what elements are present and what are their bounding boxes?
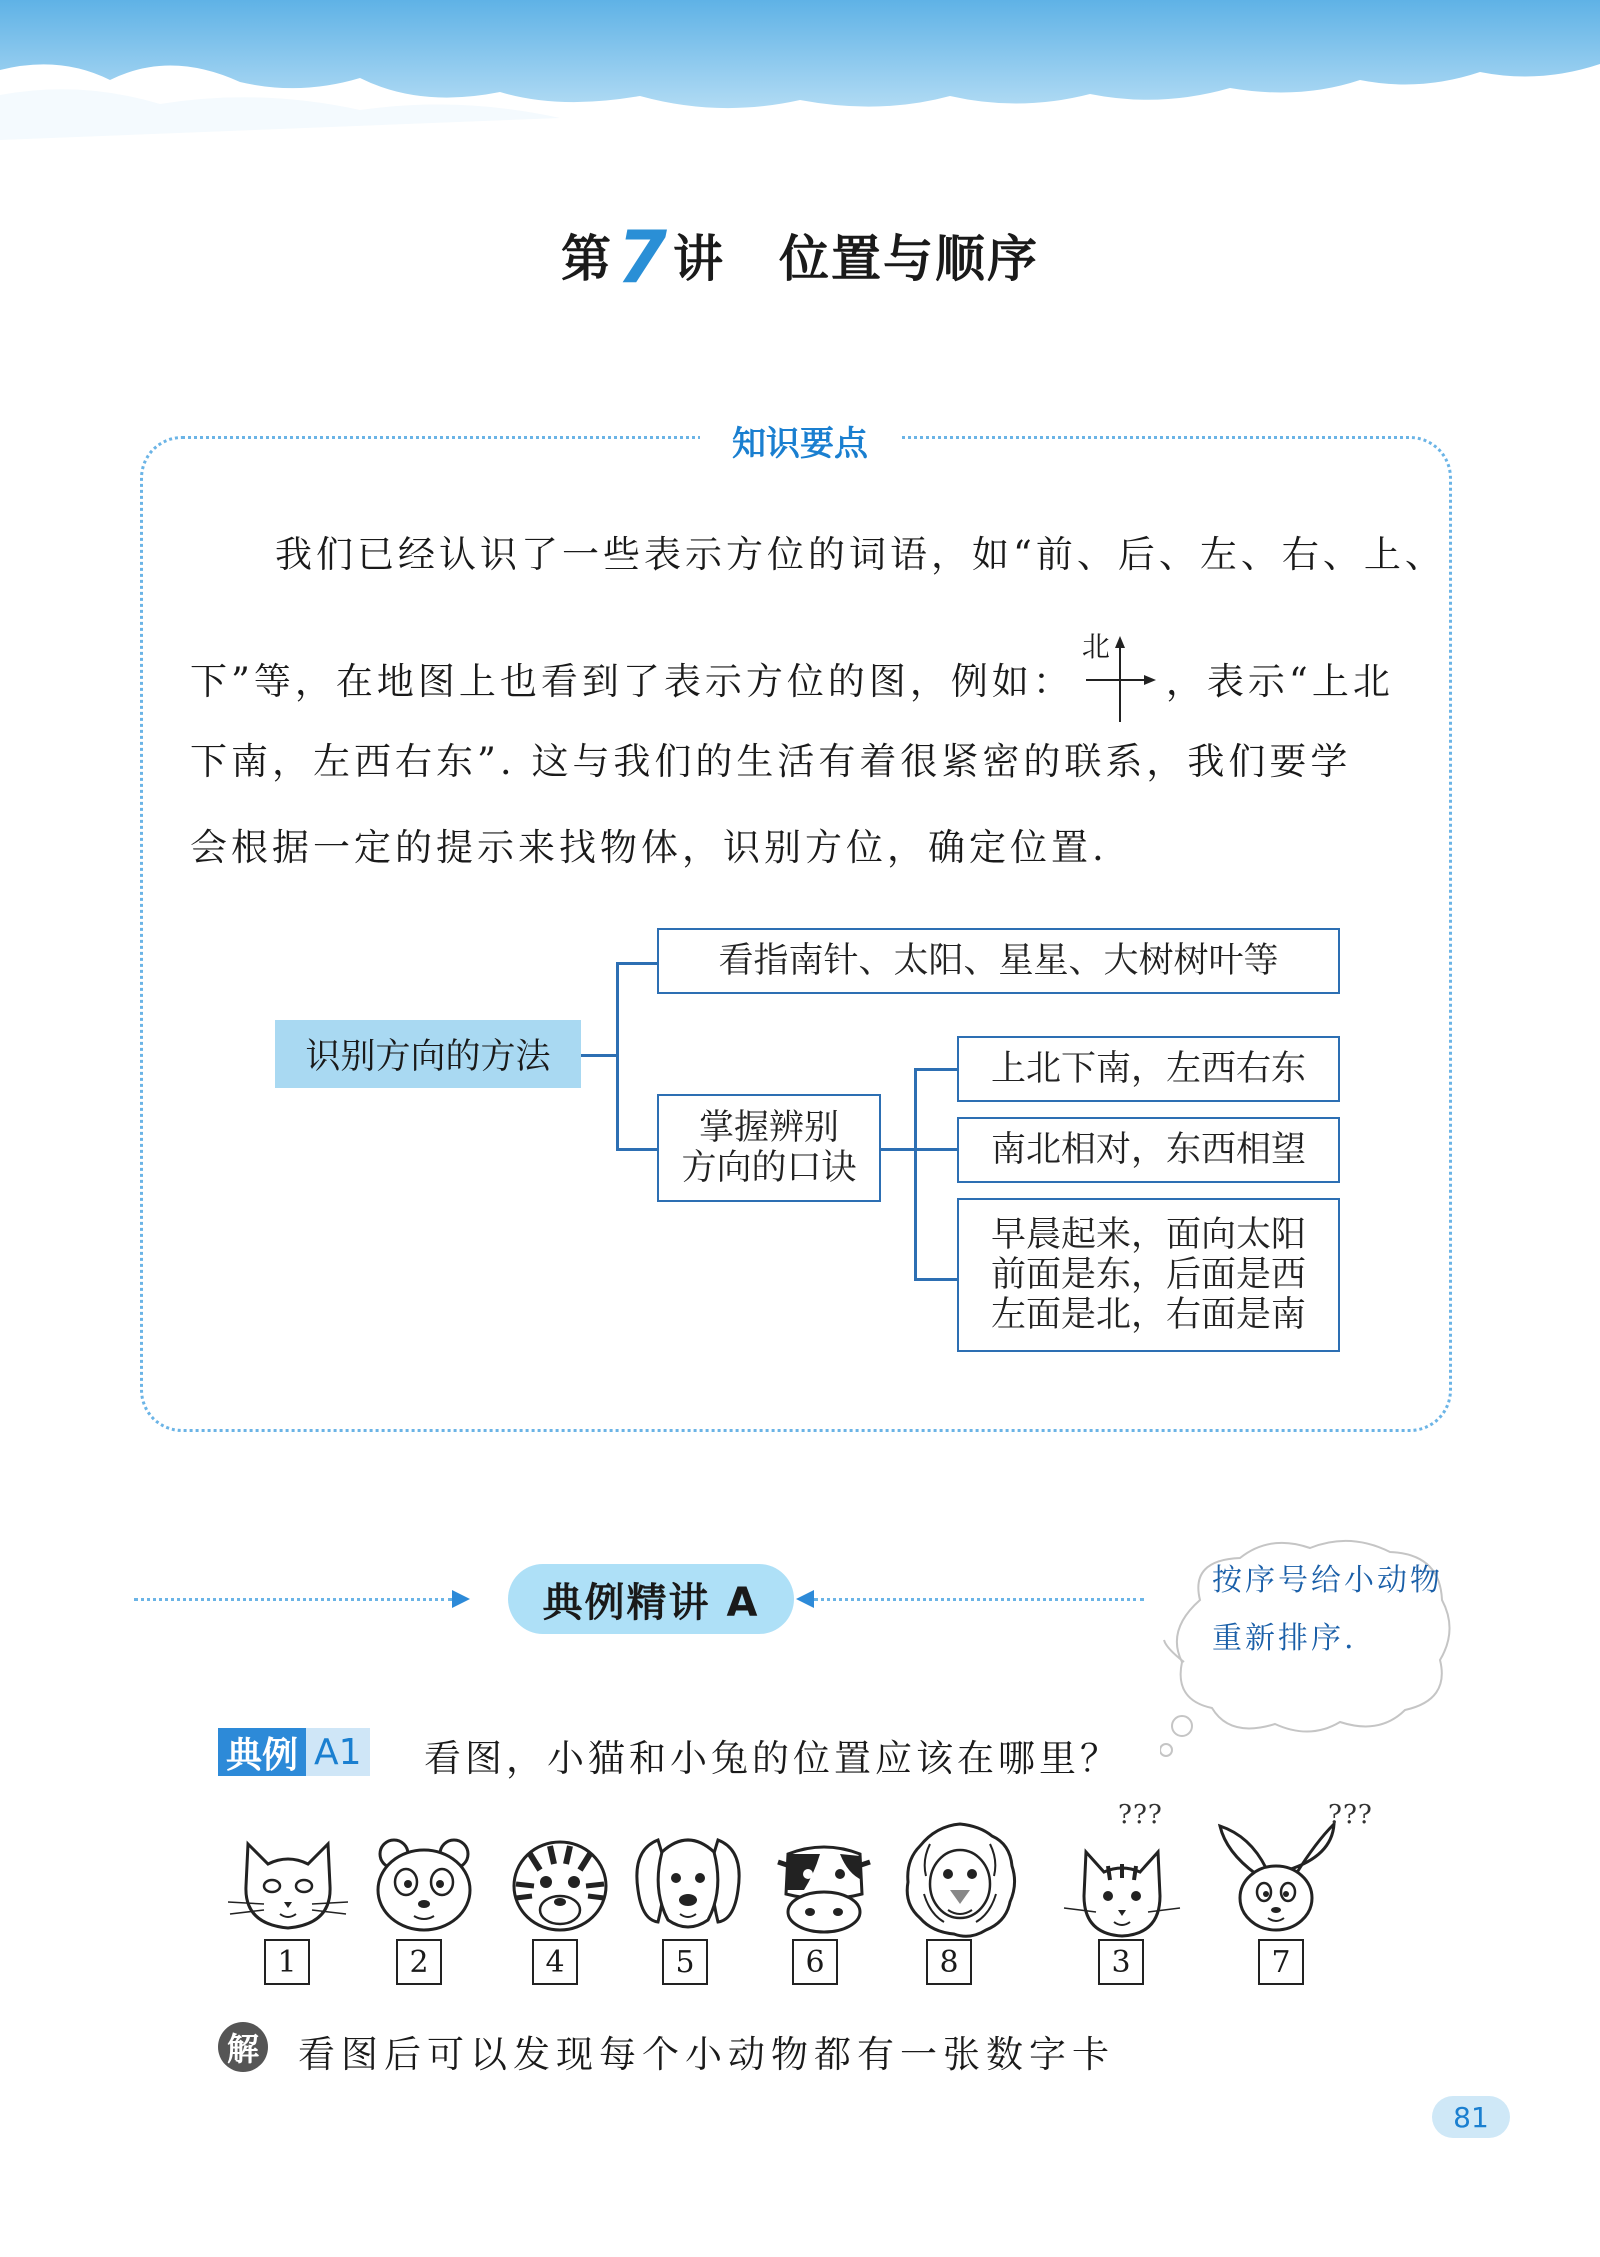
page-number: 81 <box>1432 2096 1510 2138</box>
title-suffix: 讲 <box>673 229 726 288</box>
kitten-icon <box>1062 1830 1182 1950</box>
connector <box>616 962 619 1150</box>
mindmap-branch-2 <box>657 1094 881 1202</box>
leaf-3-line-1: 早晨起来，面向太阳 <box>990 1214 1306 1255</box>
question-marks: ??? <box>1328 1800 1373 1830</box>
number-card: 8 <box>926 1939 972 1985</box>
tiger-icon <box>500 1824 620 1944</box>
lesson-number: 7 <box>616 215 670 299</box>
number-card: 2 <box>396 1939 442 1985</box>
mindmap-leaf-2: 南北相对，东西相望 <box>957 1117 1340 1183</box>
lion-icon <box>900 1820 1020 1940</box>
divider-left <box>134 1598 452 1601</box>
example-tag <box>218 1728 370 1776</box>
number-card: 6 <box>792 1939 838 1985</box>
dog-icon <box>628 1820 748 1940</box>
connector <box>914 1148 957 1151</box>
leaf-3-line-3: 左面是北，右面是南 <box>990 1295 1306 1336</box>
compass-north-label: 北 <box>1081 630 1110 663</box>
connector <box>616 1148 658 1151</box>
arrow-right-icon <box>452 1590 470 1608</box>
bubble-line-2: 重新排序. <box>1212 1621 1357 1656</box>
connector <box>914 1278 957 1281</box>
example-question: 看图，小猫和小兔的位置应该在哪里？ <box>424 1737 1121 1780</box>
connector <box>914 1068 917 1280</box>
arrow-left-icon <box>796 1590 814 1608</box>
solution-icon: 解 <box>218 2022 268 2072</box>
knowledge-line-2 <box>190 630 1410 724</box>
example-tag-main: 典例 <box>218 1728 306 1776</box>
question-marks: ??? <box>1118 1800 1163 1830</box>
knowledge-line-1: 我们已经认识了一些表示方位的词语，如“前、后、左、右、上、 <box>275 533 1446 576</box>
solution-text: 看图后可以发现每个小动物都有一张数字卡 <box>298 2033 1115 2076</box>
sky-banner <box>0 0 1600 140</box>
mindmap-branch-1: 看指南针、太阳、星星、大树树叶等 <box>657 928 1340 994</box>
bubble-line-1: 按序号给小动物 <box>1212 1563 1443 1598</box>
title-prefix: 第 <box>560 229 613 288</box>
connector <box>581 1054 617 1057</box>
lesson-title <box>0 215 1600 299</box>
mindmap-leaf-1: 上北下南，左西右东 <box>957 1036 1340 1102</box>
panda-icon <box>364 1824 484 1944</box>
knowledge-line-2a: 下”等，在地图上也看到了表示方位的图，例如： <box>190 660 1074 703</box>
cat-icon <box>228 1824 348 1944</box>
branch-2-line-2: 方向的口诀 <box>681 1148 857 1188</box>
knowledge-label: 知识要点 <box>700 412 900 469</box>
cow-icon <box>764 1824 884 1944</box>
knowledge-line-4: 会根据一定的提示来找物体，识别方位，确定位置. <box>190 826 1108 869</box>
lesson-name: 位置与顺序 <box>779 229 1040 288</box>
leaf-3-line-2: 前面是东，后面是西 <box>990 1254 1306 1295</box>
example-tag-id: A1 <box>306 1728 370 1776</box>
knowledge-line-3: 下南，左西右东”. 这与我们的生活有着很紧密的联系，我们要学 <box>190 740 1352 783</box>
rabbit-icon <box>1216 1822 1336 1942</box>
divider-right <box>814 1598 1144 1601</box>
mindmap-leaf-3 <box>957 1198 1340 1352</box>
branch-2-line-1: 掌握辨别 <box>698 1107 839 1148</box>
compass-icon <box>1081 630 1158 724</box>
connector <box>881 1148 915 1151</box>
number-card: 4 <box>532 1939 578 1985</box>
number-card: 7 <box>1258 1939 1304 1985</box>
number-card: 5 <box>662 1939 708 1985</box>
section-a-title: 典例精讲 A <box>508 1564 794 1634</box>
connector <box>616 962 658 965</box>
knowledge-line-2b: ，表示“上北 <box>1165 660 1394 703</box>
mindmap-root: 识别方向的方法 <box>275 1020 581 1088</box>
connector <box>914 1068 957 1071</box>
number-card: 3 <box>1098 1939 1144 1985</box>
number-card: 1 <box>264 1939 310 1985</box>
